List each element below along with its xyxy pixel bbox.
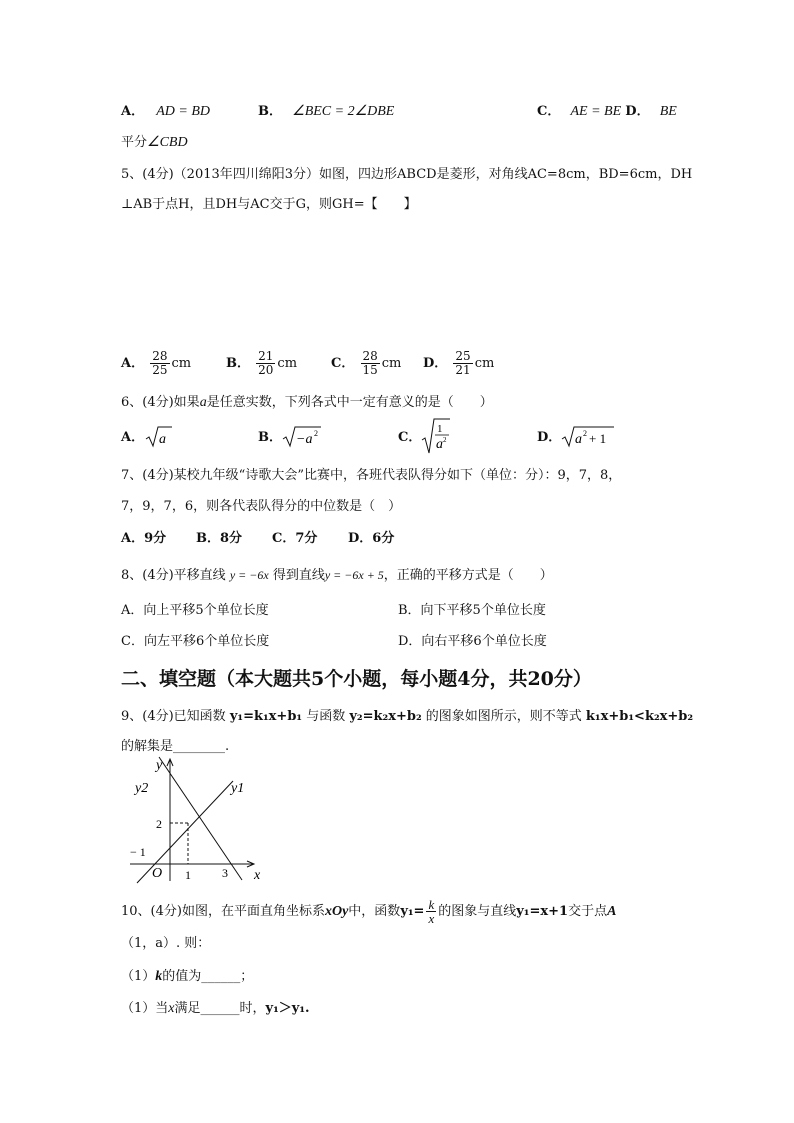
y-axis-label: y: [156, 758, 163, 773]
q5-option-d: D． $\frac{25}{21}$ cm: [423, 349, 495, 377]
q7-stem-line2: 7，9，7，6，则各代表队得分的中位数是（ ）: [121, 499, 402, 514]
q10-stem-line2: （1，a）. 则：: [121, 936, 211, 951]
x-axis-label: x: [254, 868, 261, 883]
exponent: 2: [443, 436, 447, 444]
q5-option-b: B． $\frac{21}{20}$ cm: [226, 349, 298, 377]
q10-stem-line1: 10、(4分)如图，在平面直角坐标系xOy中，函数y₁= $\frac{k}{x}$ 的图象与直线y₁=x+1交于点A: [121, 897, 617, 926]
q6-stem: 6、(4分)如果a是任意实数，下列各式中一定有意义的是（ ）: [121, 395, 493, 410]
radicand: a: [575, 432, 582, 447]
q4-option-d-cont: 平分∠CBD: [121, 135, 188, 150]
section-title: 二、填空题（本大题共5个小题，每小题4分，共20分）: [121, 668, 592, 690]
q10-sub1: （1）k的值为______；: [121, 969, 254, 984]
q4-option-c-d: C． AE = BE D． BE: [537, 104, 677, 119]
q8-stem: 8、(4分)平移直线 y = −6x 得到直线y = −6x + 5，正确的平移方式是（ ）: [121, 568, 553, 583]
q4-option-a: A． AD = BD: [121, 104, 211, 119]
q5-stem-line2: ⊥AB于点H，且DH与AC交于G，则GH=【 】: [121, 197, 417, 212]
fraction: $\frac{28}{15}$: [362, 349, 378, 377]
tick-3: 3: [222, 866, 228, 880]
y1-label: y1: [231, 781, 245, 796]
q6-option-d: D．: [537, 430, 562, 445]
q6-option-a: A．: [121, 430, 145, 445]
radicand-tail: + 1: [589, 431, 607, 446]
y2-label: y2: [135, 781, 149, 796]
exponent: 2: [583, 429, 587, 438]
numerator: 1: [437, 423, 443, 435]
q9-stem-line2: 的解集是________.: [121, 739, 230, 754]
q8-option-c: C．向左平移6个单位长度: [121, 634, 270, 649]
sqrt-a-radical: [144, 424, 174, 450]
tick-neg1: − 1: [130, 845, 146, 859]
q5-option-a: A． $\frac{28}{25}$ cm: [121, 349, 192, 377]
radicand: a: [159, 432, 166, 447]
q7-stem-line1: 7、(4分)某校九年级“诗歌大会”比赛中，各班代表队得分如下（单位：分）：9，7，8，: [121, 468, 622, 483]
fraction-k-over-x: $\frac{k}{x}$: [428, 897, 435, 926]
line-y2: [159, 757, 245, 880]
q7-option-b: B．8分: [196, 531, 243, 546]
q9-stem-line1: 9、(4分)已知函数 y₁=k₁x+b₁ 与函数 y₂=k₂x+b₂ 的图象如图所示，则不等式 k₁x+b₁<k₂x+b₂: [121, 709, 694, 724]
radicand: −a: [296, 432, 313, 447]
q6-option-c: C．: [398, 430, 422, 445]
fraction: $\frac{25}{21}$: [455, 349, 471, 377]
q6-option-b: B．: [258, 430, 282, 445]
q9-function-graph: [125, 755, 275, 885]
q7-option-c: C．7分: [272, 531, 318, 546]
tick-2: 2: [156, 817, 162, 831]
q4-option-b: B． ∠BEC = 2∠DBE: [258, 104, 395, 119]
q7-option-d: D．6分: [348, 531, 395, 546]
origin-label: O: [152, 866, 163, 881]
q5-stem-line1: 5、(4分)（2013年四川绵阳3分）如图，四边形ABCD是菱形，对角线AC=8cm，BD=6cm，DH: [121, 167, 693, 182]
fraction: $\frac{28}{25}$: [152, 349, 168, 377]
q8-option-a: A．向上平移5个单位长度: [121, 603, 269, 618]
denominator: a: [436, 437, 443, 452]
q10-sub2: （1）当x满足______时，y₁＞y₁.: [121, 1001, 310, 1016]
fraction: $\frac{21}{20}$: [258, 349, 274, 377]
q7-option-a: A．9分: [121, 531, 167, 546]
sqrt-a-squared-plus-one-radical: [560, 424, 616, 450]
sqrt-one-over-a-squared-radical: [420, 416, 452, 456]
q8-option-b: B．向下平移5个单位长度: [398, 603, 546, 618]
exponent: 2: [314, 429, 318, 438]
tick-1: 1: [185, 868, 191, 882]
q5-option-c: C． $\frac{28}{15}$ cm: [331, 349, 402, 377]
sqrt-neg-a-squared-radical: [281, 424, 323, 450]
q8-option-d: D．向右平移6个单位长度: [398, 634, 547, 649]
